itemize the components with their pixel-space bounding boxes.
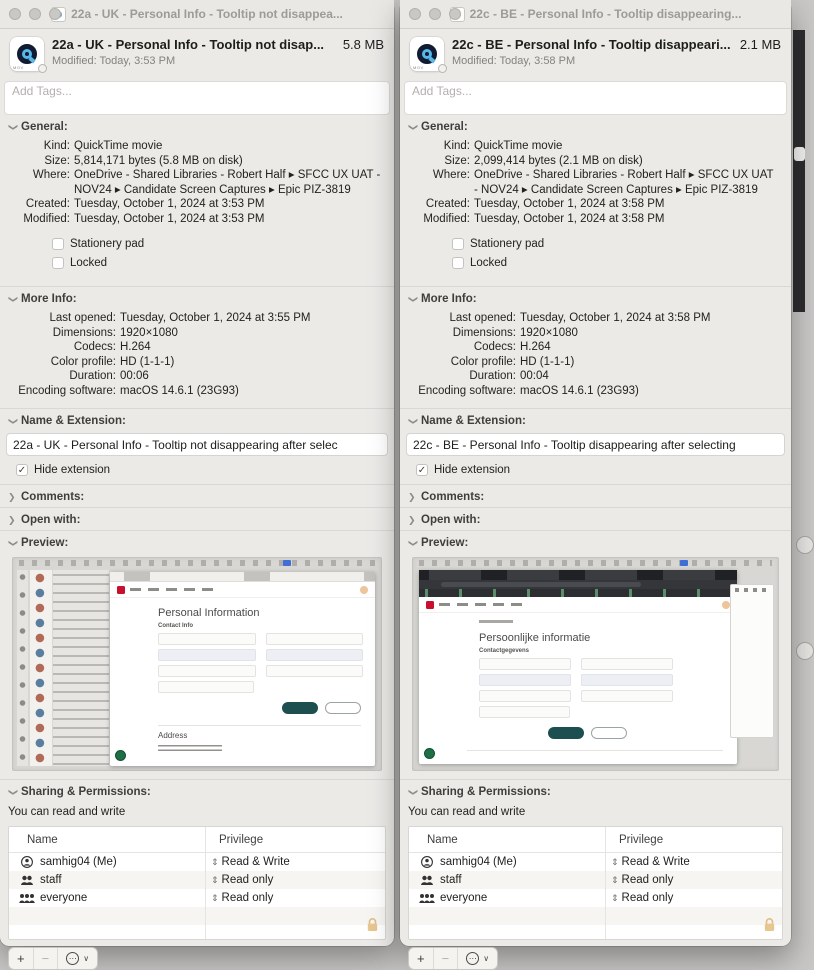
row-value: OneDrive - Shared Libraries - Robert Half ▸ SFCC UX UAT - NOV24 ▸ Candidate Screen Captures ▸ Epic PIZ-3819 [474,169,774,196]
column-header-name: Name [27,833,58,846]
file-modified-line: Modified: Today, 3:53 PM [52,55,176,67]
section-title: Preview: [421,537,469,549]
row-label: Duration: [69,370,116,382]
section-more-info[interactable] [400,287,791,309]
table-row-empty [409,925,782,943]
background-window-fragment [793,30,805,312]
row-value: OneDrive - Shared Libraries - Robert Half ▸ SFCC UX UAT - NOV24 ▸ Candidate Screen Captures ▸ Epic PIZ-3819 [74,169,381,196]
zoom-button[interactable] [449,8,461,20]
chevron-right-icon: ❯ [408,491,416,502]
row-value: 1920×1080 [520,326,578,339]
permission-privilege: Read only [221,874,274,886]
section-title: Open with: [21,514,81,526]
person-icon [419,856,434,868]
stationery-pad-checkbox-row [52,238,394,250]
stepper-icon: ⇕ [611,856,619,867]
permission-name: samhig04 (Me) [40,856,117,868]
background-circle-widget [796,536,814,554]
row-label: Dimensions: [52,326,116,339]
row-value: macOS 14.6.1 (23G93) [520,384,639,397]
preview-page-heading: Personal Information [158,607,260,619]
preview-divider [467,750,723,751]
preview-field [158,649,256,661]
chevron-down-icon: ❯ [8,123,19,131]
locked-checkbox[interactable] [452,257,464,269]
preview-field [266,633,364,645]
stationery-pad-checkbox-row [452,238,791,250]
close-button[interactable] [409,8,421,20]
minimize-button[interactable] [29,8,41,20]
preview-breadcrumb [479,620,513,623]
row-label: Codecs: [73,341,116,353]
checkbox-label: Stationery pad [70,238,145,250]
preview-page-heading: Persoonlijke informatie [479,632,591,644]
minimize-button[interactable] [429,8,441,20]
section-title: Preview: [21,537,69,549]
section-comments[interactable] [0,485,394,507]
preview-menubar-accent [283,560,291,566]
filename-input[interactable] [406,433,785,456]
section-preview[interactable] [400,531,791,553]
sync-badge-icon [438,64,447,73]
row-label: Color profile: [450,355,516,368]
window-titlebar[interactable] [0,0,394,29]
row-value: HD (1-1-1) [520,355,575,368]
row-value: 00:04 [520,370,549,382]
filename-input[interactable] [6,433,388,456]
permission-privilege: Read only [221,892,274,904]
section-title: Open with: [421,514,481,526]
permission-name: everyone [440,892,488,904]
person-icon [19,856,34,868]
remove-permission-button[interactable]: − [33,948,58,969]
row-label: Last opened: [49,312,116,324]
everyone-icon [419,892,434,904]
section-general[interactable] [400,115,791,137]
locked-checkbox-row [52,257,394,269]
preview-field [158,633,256,645]
recording-badge [424,748,435,759]
table-row[interactable] [409,889,782,907]
row-label: Where: [32,169,70,181]
row-value: 5,814,171 bytes (5.8 MB on disk) [74,154,243,167]
preview-browser [419,570,737,764]
row-value: Tuesday, October 1, 2024 at 3:58 PM [520,312,711,324]
file-name: 22a - UK - Personal Info - Tooltip not disap... [52,37,325,52]
column-header-privilege: Privilege [619,833,664,846]
section-title: Sharing & Permissions: [21,786,151,798]
permission-name: samhig04 (Me) [440,856,517,868]
recording-badge [115,750,126,761]
add-tags-input[interactable] [404,81,787,115]
preview-field [266,649,364,661]
permission-name: everyone [40,892,88,904]
stepper-icon: ⇕ [211,874,219,885]
row-label: Encoding software: [418,384,516,397]
stationery-pad-checkbox[interactable] [452,238,464,250]
preview-field [479,674,571,686]
row-label: Color profile: [50,355,116,368]
table-row-empty [9,907,385,925]
stepper-icon: ⇕ [211,892,219,903]
preview-teams-rail [17,570,28,766]
preview-nav-bar [419,597,737,613]
permission-name: staff [40,874,62,886]
preview-url-bar [419,580,737,589]
preview-menubar [419,560,772,566]
permission-name: staff [440,874,462,886]
table-row-empty [9,925,385,943]
row-label: Modified: [423,212,470,225]
permissions-table [408,826,783,940]
preview-nav-bar [110,582,375,598]
file-icon-label: MOV [413,65,424,70]
preview-divider [158,725,361,726]
window-titlebar[interactable] [400,0,791,29]
sync-badge-icon [38,64,47,73]
row-value: Tuesday, October 1, 2024 at 3:53 PM [74,212,265,225]
row-value: 2,099,414 bytes (2.1 MB on disk) [474,154,643,167]
row-value: 1920×1080 [120,326,178,339]
hide-extension-row [400,462,791,484]
get-info-window-22a [0,0,394,966]
chevron-right-icon: ❯ [408,514,416,525]
row-value: QuickTime movie [474,140,563,152]
group-icon [19,874,34,886]
permissions-header [9,827,385,853]
chevron-down-icon: ∨ [483,954,490,963]
row-label: Encoding software: [18,384,116,397]
column-header-name: Name [427,833,458,846]
file-header [400,29,791,77]
checkbox-label: Hide extension [434,464,511,476]
preview-field [479,658,571,670]
preview-field [266,665,364,677]
stationery-pad-checkbox[interactable] [52,238,64,250]
preview-menubar [19,560,375,566]
preview-nav-links [439,603,529,606]
table-row[interactable] [409,871,782,889]
chevron-down-icon: ❯ [408,417,419,425]
file-modified-line: Modified: Today, 3:58 PM [452,55,576,67]
table-row[interactable] [9,889,385,907]
row-label: Size: [44,154,70,167]
hide-extension-checkbox[interactable] [416,464,428,476]
file-size-badge: 5.8 MB [342,37,384,52]
preview-thumbnail[interactable] [412,557,779,771]
permission-privilege: Read & Write [221,856,290,868]
column-header-privilege: Privilege [219,833,264,846]
hide-extension-row [0,462,394,484]
section-title: Name & Extension: [421,415,526,427]
row-value: Tuesday, October 1, 2024 at 3:58 PM [474,212,665,225]
sharing-note: You can read and write [408,806,526,818]
preview-text-lines [158,742,222,752]
section-open-with[interactable] [0,508,394,530]
background-button-fragment [794,147,805,161]
table-row[interactable] [409,853,782,871]
section-preview[interactable] [0,531,394,553]
row-value: macOS 14.6.1 (23G93) [120,384,239,397]
stepper-icon: ⇕ [611,874,619,885]
brand-logo [117,586,125,594]
preview-menubar-accent [680,560,688,566]
section-title: More Info: [21,293,77,305]
row-label: Where: [432,169,470,181]
chevron-down-icon: ❯ [8,788,19,796]
more-info-rows [0,309,394,408]
get-info-window-22c [400,0,791,966]
section-title: General: [421,121,468,133]
preview-bookmarks-bar [419,589,737,597]
row-label: Kind: [43,140,70,152]
row-label: Codecs: [473,341,516,353]
row-value: 00:06 [120,370,149,382]
add-tags-input[interactable] [4,81,390,115]
table-row-empty [409,907,782,925]
chevron-right-icon: ❯ [8,491,16,502]
chevron-down-icon: ❯ [408,539,419,547]
permissions-header [409,827,782,853]
general-rows [0,137,394,226]
section-title: Comments: [21,491,85,503]
section-general[interactable] [0,115,394,137]
row-label: Modified: [23,212,70,225]
cancel-button-pill [325,702,361,714]
chevron-down-icon: ❯ [408,788,419,796]
preview-field [479,706,570,718]
preview-field [581,690,673,702]
preview-subheading: Contact Info [158,623,193,629]
window-title: 22a - UK - Personal Info - Tooltip not disappea... [71,7,343,21]
section-title: Sharing & Permissions: [421,786,551,798]
row-label: Dimensions: [452,326,516,339]
preview-side-panel [730,584,774,738]
background-circle-widget [796,642,814,660]
permission-privilege: Read only [621,874,674,886]
locked-checkbox-row [452,257,791,269]
checkbox-label: Hide extension [34,464,111,476]
close-button[interactable] [9,8,21,20]
preview-subheading: Contactgegevens [479,648,530,654]
quicktime-file-icon [10,37,44,71]
sharing-note: You can read and write [8,806,126,818]
save-button-pill [282,702,318,714]
group-icon [419,874,434,886]
preview-tab-strip [419,570,737,580]
add-permission-button[interactable]: + [417,951,425,966]
avatar [360,586,368,594]
section-title: Name & Extension: [21,415,126,427]
preview-address-heading: Address [158,731,188,740]
row-value: Tuesday, October 1, 2024 at 3:55 PM [120,312,311,324]
actions-menu-button[interactable] [457,948,497,969]
preview-field [158,681,254,693]
cancel-button-pill [591,727,627,739]
hide-extension-checkbox[interactable] [16,464,28,476]
chevron-right-icon: ❯ [8,514,16,525]
zoom-button[interactable] [49,8,61,20]
more-info-rows [400,309,791,408]
checkbox-label: Locked [70,257,108,269]
lock-icon[interactable] [762,917,777,937]
permissions-controls [408,947,498,970]
file-size-badge: 2.1 MB [739,37,781,52]
chevron-down-icon: ❯ [8,295,19,303]
row-label: Kind: [443,140,470,152]
file-icon-label: MOV [13,65,24,70]
save-button-pill [548,727,584,739]
preview-field [158,665,256,677]
section-title: General: [21,121,68,133]
checkbox-label: Locked [470,257,508,269]
file-name: 22c - BE - Personal Info - Tooltip disappeari... [452,37,731,52]
row-value: Tuesday, October 1, 2024 at 3:53 PM [74,198,265,210]
checkbox-label: Stationery pad [470,238,545,250]
preview-field [581,674,673,686]
section-comments[interactable] [400,485,791,507]
preview-field [479,690,571,702]
preview-thumbnail[interactable] [12,557,382,771]
table-row[interactable] [9,871,385,889]
quicktime-file-icon [410,37,444,71]
section-more-info[interactable] [0,287,394,309]
preview-avatar-list [30,570,52,766]
permissions-controls [8,947,98,970]
general-rows [400,137,791,226]
section-sharing[interactable] [400,780,791,802]
row-value: H.264 [120,341,151,353]
file-header [0,29,394,77]
section-name-extension[interactable] [0,409,394,431]
locked-checkbox[interactable] [52,257,64,269]
traffic-lights [409,8,461,20]
row-value: HD (1-1-1) [120,355,175,368]
table-row[interactable] [9,853,385,871]
chevron-down-icon: ❯ [8,417,19,425]
row-label: Size: [444,154,470,167]
section-title: More Info: [421,293,477,305]
stepper-icon: ⇕ [211,856,219,867]
row-value: QuickTime movie [74,140,163,152]
section-sharing[interactable] [0,780,394,802]
preview-sidebar [53,570,109,766]
row-value: Tuesday, October 1, 2024 at 3:58 PM [474,198,665,210]
chevron-down-icon: ❯ [408,123,419,131]
section-name-extension[interactable] [400,409,791,431]
lock-icon[interactable] [365,917,380,937]
row-label: Created: [425,198,470,210]
row-label: Duration: [469,370,516,382]
stepper-icon: ⇕ [611,892,619,903]
traffic-lights [9,8,61,20]
brand-logo [426,601,434,609]
section-title: Comments: [421,491,485,503]
window-title: 22c - BE - Personal Info - Tooltip disappearing... [469,7,742,21]
permissions-table [8,826,386,940]
preview-field [581,658,673,670]
chevron-down-icon: ❯ [8,539,19,547]
row-label: Created: [25,198,70,210]
row-label: Last opened: [449,312,516,324]
preview-nav-links [130,588,220,591]
chevron-down-icon: ∨ [83,954,90,963]
ellipsis-icon: ⋯ [466,952,479,965]
preview-tab-strip [110,572,375,582]
ellipsis-icon: ⋯ [66,952,79,965]
permission-privilege: Read only [621,892,674,904]
row-value: H.264 [520,341,551,353]
permission-privilege: Read & Write [621,856,690,868]
avatar [722,601,730,609]
chevron-down-icon: ❯ [408,295,419,303]
add-permission-button[interactable]: + [17,951,25,966]
everyone-icon [19,892,34,904]
remove-permission-button[interactable]: − [433,948,458,969]
preview-browser [110,572,375,766]
actions-menu-button[interactable] [57,948,97,969]
section-open-with[interactable] [400,508,791,530]
